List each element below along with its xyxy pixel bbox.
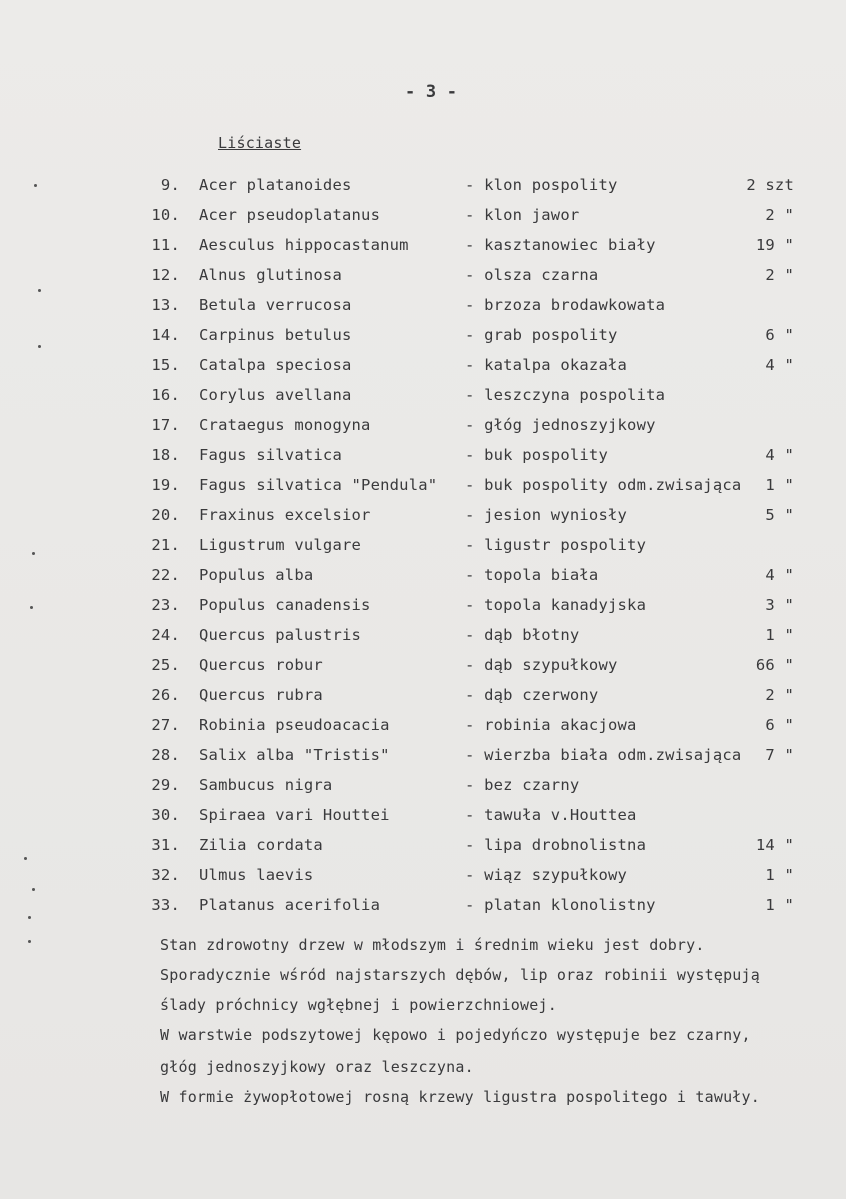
list-item: 13. Betula verrucosa - brzoza brodawkowata bbox=[151, 296, 666, 314]
list-item: 19. Fagus silvatica "Pendula" - buk pospolity odm.zwisająca 1 " bbox=[151, 476, 794, 494]
list-item: 27. Robinia pseudoacacia - robinia akacjowa 6 " bbox=[151, 716, 794, 734]
list-item: 15. Catalpa speciosa - katalpa okazała 4 " bbox=[151, 356, 794, 374]
note-line: Sporadycznie wśród najstarszych dębów, lip oraz robinii występują bbox=[160, 966, 760, 984]
list-item: 17. Crataegus monogyna - głóg jednoszyjkowy bbox=[151, 416, 656, 434]
note-line: ślady próchnicy wgłębnej i powierzchniowej. bbox=[160, 996, 557, 1014]
section-heading: Liściaste bbox=[218, 134, 302, 152]
list-item: 10. Acer pseudoplatanus - klon jawor 2 " bbox=[151, 206, 794, 224]
list-item: 22. Populus alba - topola biała 4 " bbox=[151, 566, 794, 584]
list-item: 18. Fagus silvatica - buk pospolity 4 " bbox=[151, 446, 794, 464]
margin-mark bbox=[24, 857, 27, 860]
list-item: 14. Carpinus betulus - grab pospolity 6 " bbox=[151, 326, 794, 344]
list-item: 30. Spiraea vari Houttei - tawuła v.Houttea bbox=[151, 806, 637, 824]
note-line: Stan zdrowotny drzew w młodszym i średnim wieku jest dobry. bbox=[160, 936, 705, 954]
note-line: W formie żywopłotowej rosną krzewy ligustra pospolitego i tawuły. bbox=[160, 1088, 760, 1106]
margin-mark bbox=[32, 552, 35, 555]
list-item: 16. Corylus avellana - leszczyna pospolita bbox=[151, 386, 666, 404]
list-item: 31. Zilia cordata - lipa drobnolistna 14 " bbox=[151, 836, 794, 854]
list-item: 24. Quercus palustris - dąb błotny 1 " bbox=[151, 626, 794, 644]
list-item: 26. Quercus rubra - dąb czerwony 2 " bbox=[151, 686, 794, 704]
list-item: 21. Ligustrum vulgare - ligustr pospolity bbox=[151, 536, 647, 554]
margin-mark bbox=[28, 940, 31, 943]
list-item: 20. Fraxinus excelsior - jesion wyniosły 5 " bbox=[151, 506, 794, 524]
list-item: 11. Aesculus hippocastanum - kasztanowiec biały 19 " bbox=[151, 236, 794, 254]
margin-mark bbox=[38, 345, 41, 348]
margin-mark bbox=[38, 289, 41, 292]
list-item: 29. Sambucus nigra - bez czarny bbox=[151, 776, 580, 794]
page-number: - 3 - bbox=[405, 82, 458, 102]
margin-mark bbox=[30, 606, 33, 609]
note-line: W warstwie podszytowej kępowo i pojedyńczo występuje bez czarny, bbox=[160, 1026, 751, 1044]
list-item: 9. Acer platanoides - klon pospolity 2 szt bbox=[160, 176, 794, 194]
list-item: 28. Salix alba "Tristis" - wierzba biała odm.zwisająca 7 " bbox=[151, 746, 794, 764]
list-item: 32. Ulmus laevis - wiąz szypułkowy 1 " bbox=[151, 866, 794, 884]
margin-mark bbox=[28, 916, 31, 919]
list-item: 12. Alnus glutinosa - olsza czarna 2 " bbox=[151, 266, 794, 284]
margin-mark bbox=[34, 184, 37, 187]
list-item: 33. Platanus acerifolia - platan klonolistny 1 " bbox=[151, 896, 794, 914]
list-item: 25. Quercus robur - dąb szypułkowy 66 " bbox=[151, 656, 794, 674]
margin-mark bbox=[32, 888, 35, 891]
list-item: 23. Populus canadensis - topola kanadyjska 3 " bbox=[151, 596, 794, 614]
note-line: głóg jednoszyjkowy oraz leszczyna. bbox=[160, 1058, 474, 1076]
